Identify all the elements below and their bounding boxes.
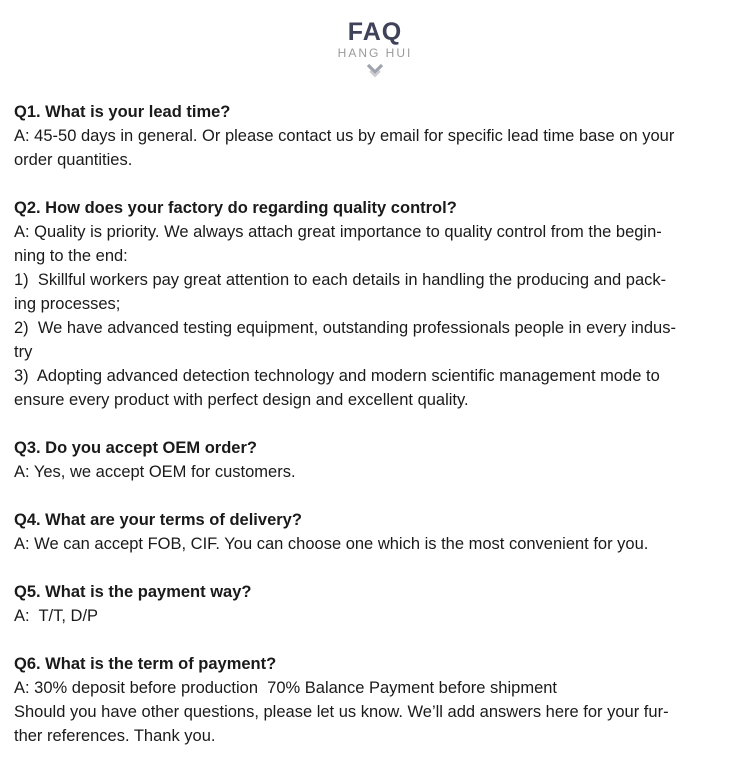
- faq-question: Q3. Do you accept OEM order?: [14, 439, 257, 457]
- faq-answer-line: A: 45-50 days in general. Or please contact us by email for specific lead time base on your: [14, 127, 675, 145]
- faq-item: [14, 508, 744, 556]
- faq-question: Q1. What is your lead time?: [14, 103, 231, 121]
- faq-answer-line: ing processes;: [14, 295, 121, 313]
- faq-answer-line: 2) We have advanced testing equipment, outstanding professionals people in every indus-: [14, 319, 676, 337]
- faq-answer-line: ning to the end:: [14, 247, 128, 265]
- faq-question: Q6. What is the term of payment?: [14, 655, 277, 673]
- faq-answer-line: ther references. Thank you.: [14, 727, 216, 745]
- faq-answer-line: order quantities.: [14, 151, 133, 169]
- faq-item: [14, 436, 744, 484]
- faq-answer-line: A: 30% deposit before production 70% Balance Payment before shipment: [14, 679, 558, 697]
- faq-answer-line: A: T/T, D/P: [14, 607, 99, 625]
- faq-answer-line: 3) Adopting advanced detection technology and modern scientific management mode to: [14, 367, 660, 385]
- faq-item: [14, 196, 744, 412]
- faq-answer-line: ensure every product with perfect design and excellent quality.: [14, 391, 469, 409]
- page-subtitle: HANG HUI: [337, 46, 413, 60]
- faq-question: Q2. How does your factory do regarding quality control?: [14, 199, 457, 217]
- faq-item: [14, 652, 744, 748]
- chevron-down-icon: [366, 62, 384, 78]
- faq-answer-line: A: We can accept FOB, CIF. You can choose one which is the most convenient for you.: [14, 535, 649, 553]
- faq-answer-line: 1) Skillful workers pay great attention to each details in handling the producing and pack-: [14, 271, 667, 289]
- page-title: FAQ: [347, 18, 403, 46]
- faq-question: Q5. What is the payment way?: [14, 583, 252, 601]
- faq-header: [0, 0, 750, 82]
- faq-question: Q4. What are your terms of delivery?: [14, 511, 302, 529]
- faq-list: [14, 100, 744, 772]
- faq-answer-line: Should you have other questions, please let us know. We’ll add answers here for your fur-: [14, 703, 669, 721]
- faq-item: [14, 100, 744, 172]
- faq-item: [14, 580, 744, 628]
- faq-answer-line: try: [14, 343, 33, 361]
- faq-answer-line: A: Quality is priority. We always attach great importance to quality control from the begin-: [14, 223, 662, 241]
- faq-answer-line: A: Yes, we accept OEM for customers.: [14, 463, 296, 481]
